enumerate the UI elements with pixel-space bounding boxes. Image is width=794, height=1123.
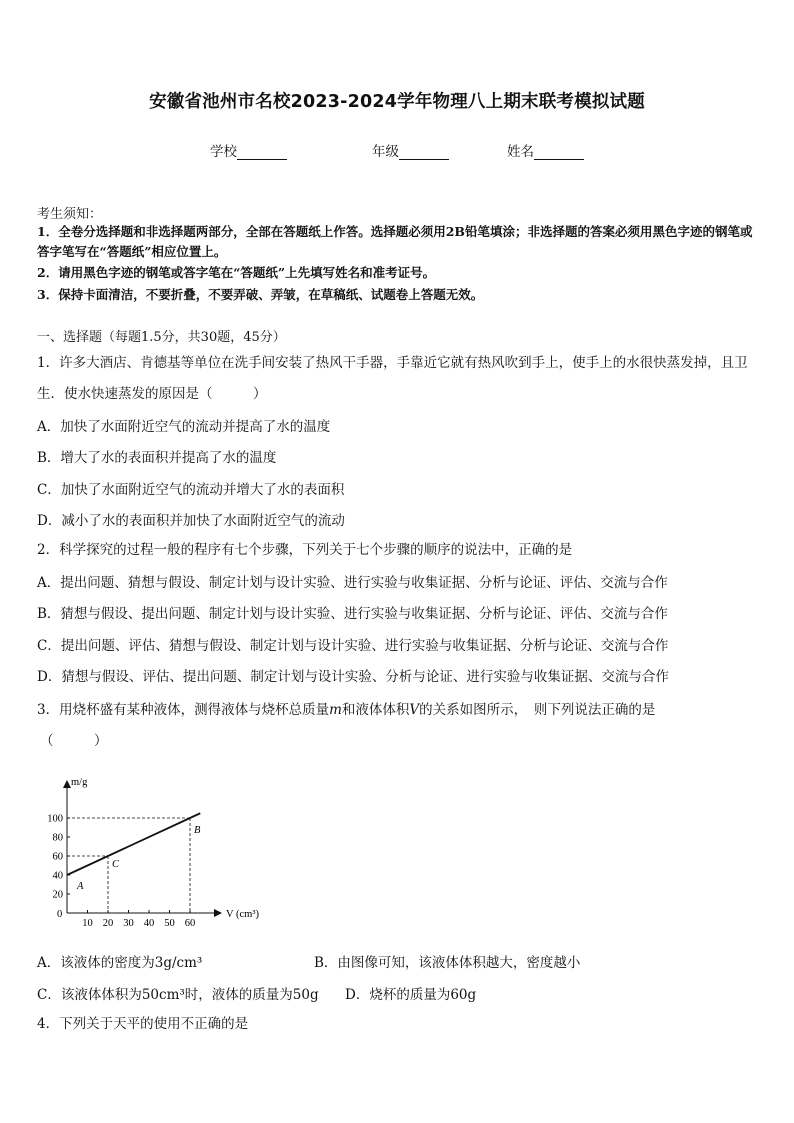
y-tick-label-40: 40 (52, 870, 63, 882)
q3-var-m: m (329, 702, 342, 718)
x-tick-label-60: 60 (184, 918, 196, 929)
notice-item-2: 2．请用黑色字迹的钢笔或答字笔在“答题纸”上先填写姓名和准考证号。 (37, 265, 436, 280)
q2-option-a: A．提出问题、猜想与假设、制定计划与设计实验、进行实验与收集证据、分析与论证、评估、交流与合作 (37, 575, 668, 591)
q3-stem-part-b: 和液体体积 (341, 702, 410, 718)
point-label-c: C (112, 859, 120, 870)
x-tick-label-50: 50 (164, 918, 175, 929)
name-blank (534, 146, 584, 160)
q1-option-c: C．加快了水面附近空气的流动并增大了水的表面积 (37, 482, 345, 498)
name-label: 姓名 (507, 144, 534, 160)
grade-field (372, 140, 449, 160)
notice-item-1: 1．全卷分选择题和非选择题两部分，全部在答题纸上作答。选择题必须用2B铅笔填涂；非选择题的答案必须用黑色字迹的钢笔或答字笔写在“答题纸”相应位置上。 (37, 224, 753, 259)
q1-option-a: A．加快了水面附近空气的流动并提高了水的温度 (37, 419, 331, 435)
y-axis-label: m/g (71, 777, 88, 788)
section-heading: 一、选择题（每题1.5分，共30题，45分） (37, 330, 286, 345)
q1-option-d: D．减小了水的表面积并加快了水面附近空气的流动 (37, 513, 345, 529)
q3-option-d: D．烧杯的质量为60g (345, 987, 477, 1003)
y-tick-label-80: 80 (52, 832, 63, 844)
q2-option-b: B．猜想与假设、提出问题、制定计划与设计实验、进行实验与收集证据、分析与论证、评估、交流与合作 (37, 606, 668, 622)
grade-label: 年级 (372, 144, 399, 160)
question-1-stem: 1．许多大酒店、肯德基等单位在洗手间安装了热风干手器，手靠近它就有热风吹到手上，使手上的水很快蒸发掉，且卫生．使水快速蒸发的原因是（ ） (37, 355, 748, 402)
page-title: 安徽省池州市名校2023-2024学年物理八上期末联考模拟试题 (149, 92, 645, 112)
point-label-a: A (77, 881, 84, 892)
x-tick-label-10: 10 (82, 918, 93, 929)
q3-stem-part-c: 的关系如图所示， 则下列说法正确的是 (419, 702, 656, 718)
q2-option-d: D．猜想与假设、评估、提出问题、制定计划与设计实验、分析与论证、进行实验与收集证据、交流与合作 (37, 669, 669, 685)
q1-option-b: B．增大了水的表面积并提高了水的温度 (37, 450, 277, 466)
name-field (507, 140, 584, 160)
q2-option-c: C．提出问题、评估、猜想与假设、制定计划与设计实验、进行实验与收集证据、分析与论证、交流与合作 (37, 638, 669, 654)
school-blank (237, 146, 287, 160)
y-tick-label-20: 20 (52, 889, 63, 901)
notice-item-3: 3．保持卡面清洁，不要折叠，不要弄破、弄皱，在草稿纸、试题卷上答题无效。 (37, 287, 484, 302)
point-label-b: B (194, 825, 201, 836)
school-label: 学校 (210, 144, 237, 160)
q3-var-v: V (409, 702, 420, 718)
q3-answer-paren: （ ） (40, 733, 108, 749)
mass-volume-chart (30, 770, 280, 930)
y-tick-label-100: 100 (47, 813, 63, 825)
question-2-stem: 2．科学探究的过程一般的程序有七个步骤，下列关于七个步骤的顺序的说法中，正确的是 (37, 542, 573, 558)
question-4-stem: 4．下列关于天平的使用不正确的是 (37, 1016, 249, 1032)
x-tick-label-20: 20 (102, 918, 114, 929)
q3-option-b: B．由图像可知，该液体体积越大，密度越小 (314, 955, 581, 971)
x-axis-label: V (cm³) (226, 909, 259, 920)
notice-heading: 考生须知： (37, 207, 103, 222)
grade-blank (399, 146, 449, 160)
q3-option-c: C．该液体体积为50cm³时，液体的质量为50g (37, 987, 319, 1003)
origin-label: 0 (57, 909, 63, 920)
x-tick-label-40: 40 (143, 918, 155, 929)
series-line-1 (67, 813, 200, 875)
question-3-stem (37, 700, 759, 720)
y-tick-label-60: 60 (52, 851, 63, 863)
q3-stem-part-a: 3．用烧杯盛有某种液体，测得液体与烧杯总质量 (37, 702, 330, 718)
q3-option-a: A．该液体的密度为3g/cm³ (37, 955, 203, 971)
school-field (210, 140, 287, 160)
x-tick-label-30: 30 (123, 918, 134, 929)
